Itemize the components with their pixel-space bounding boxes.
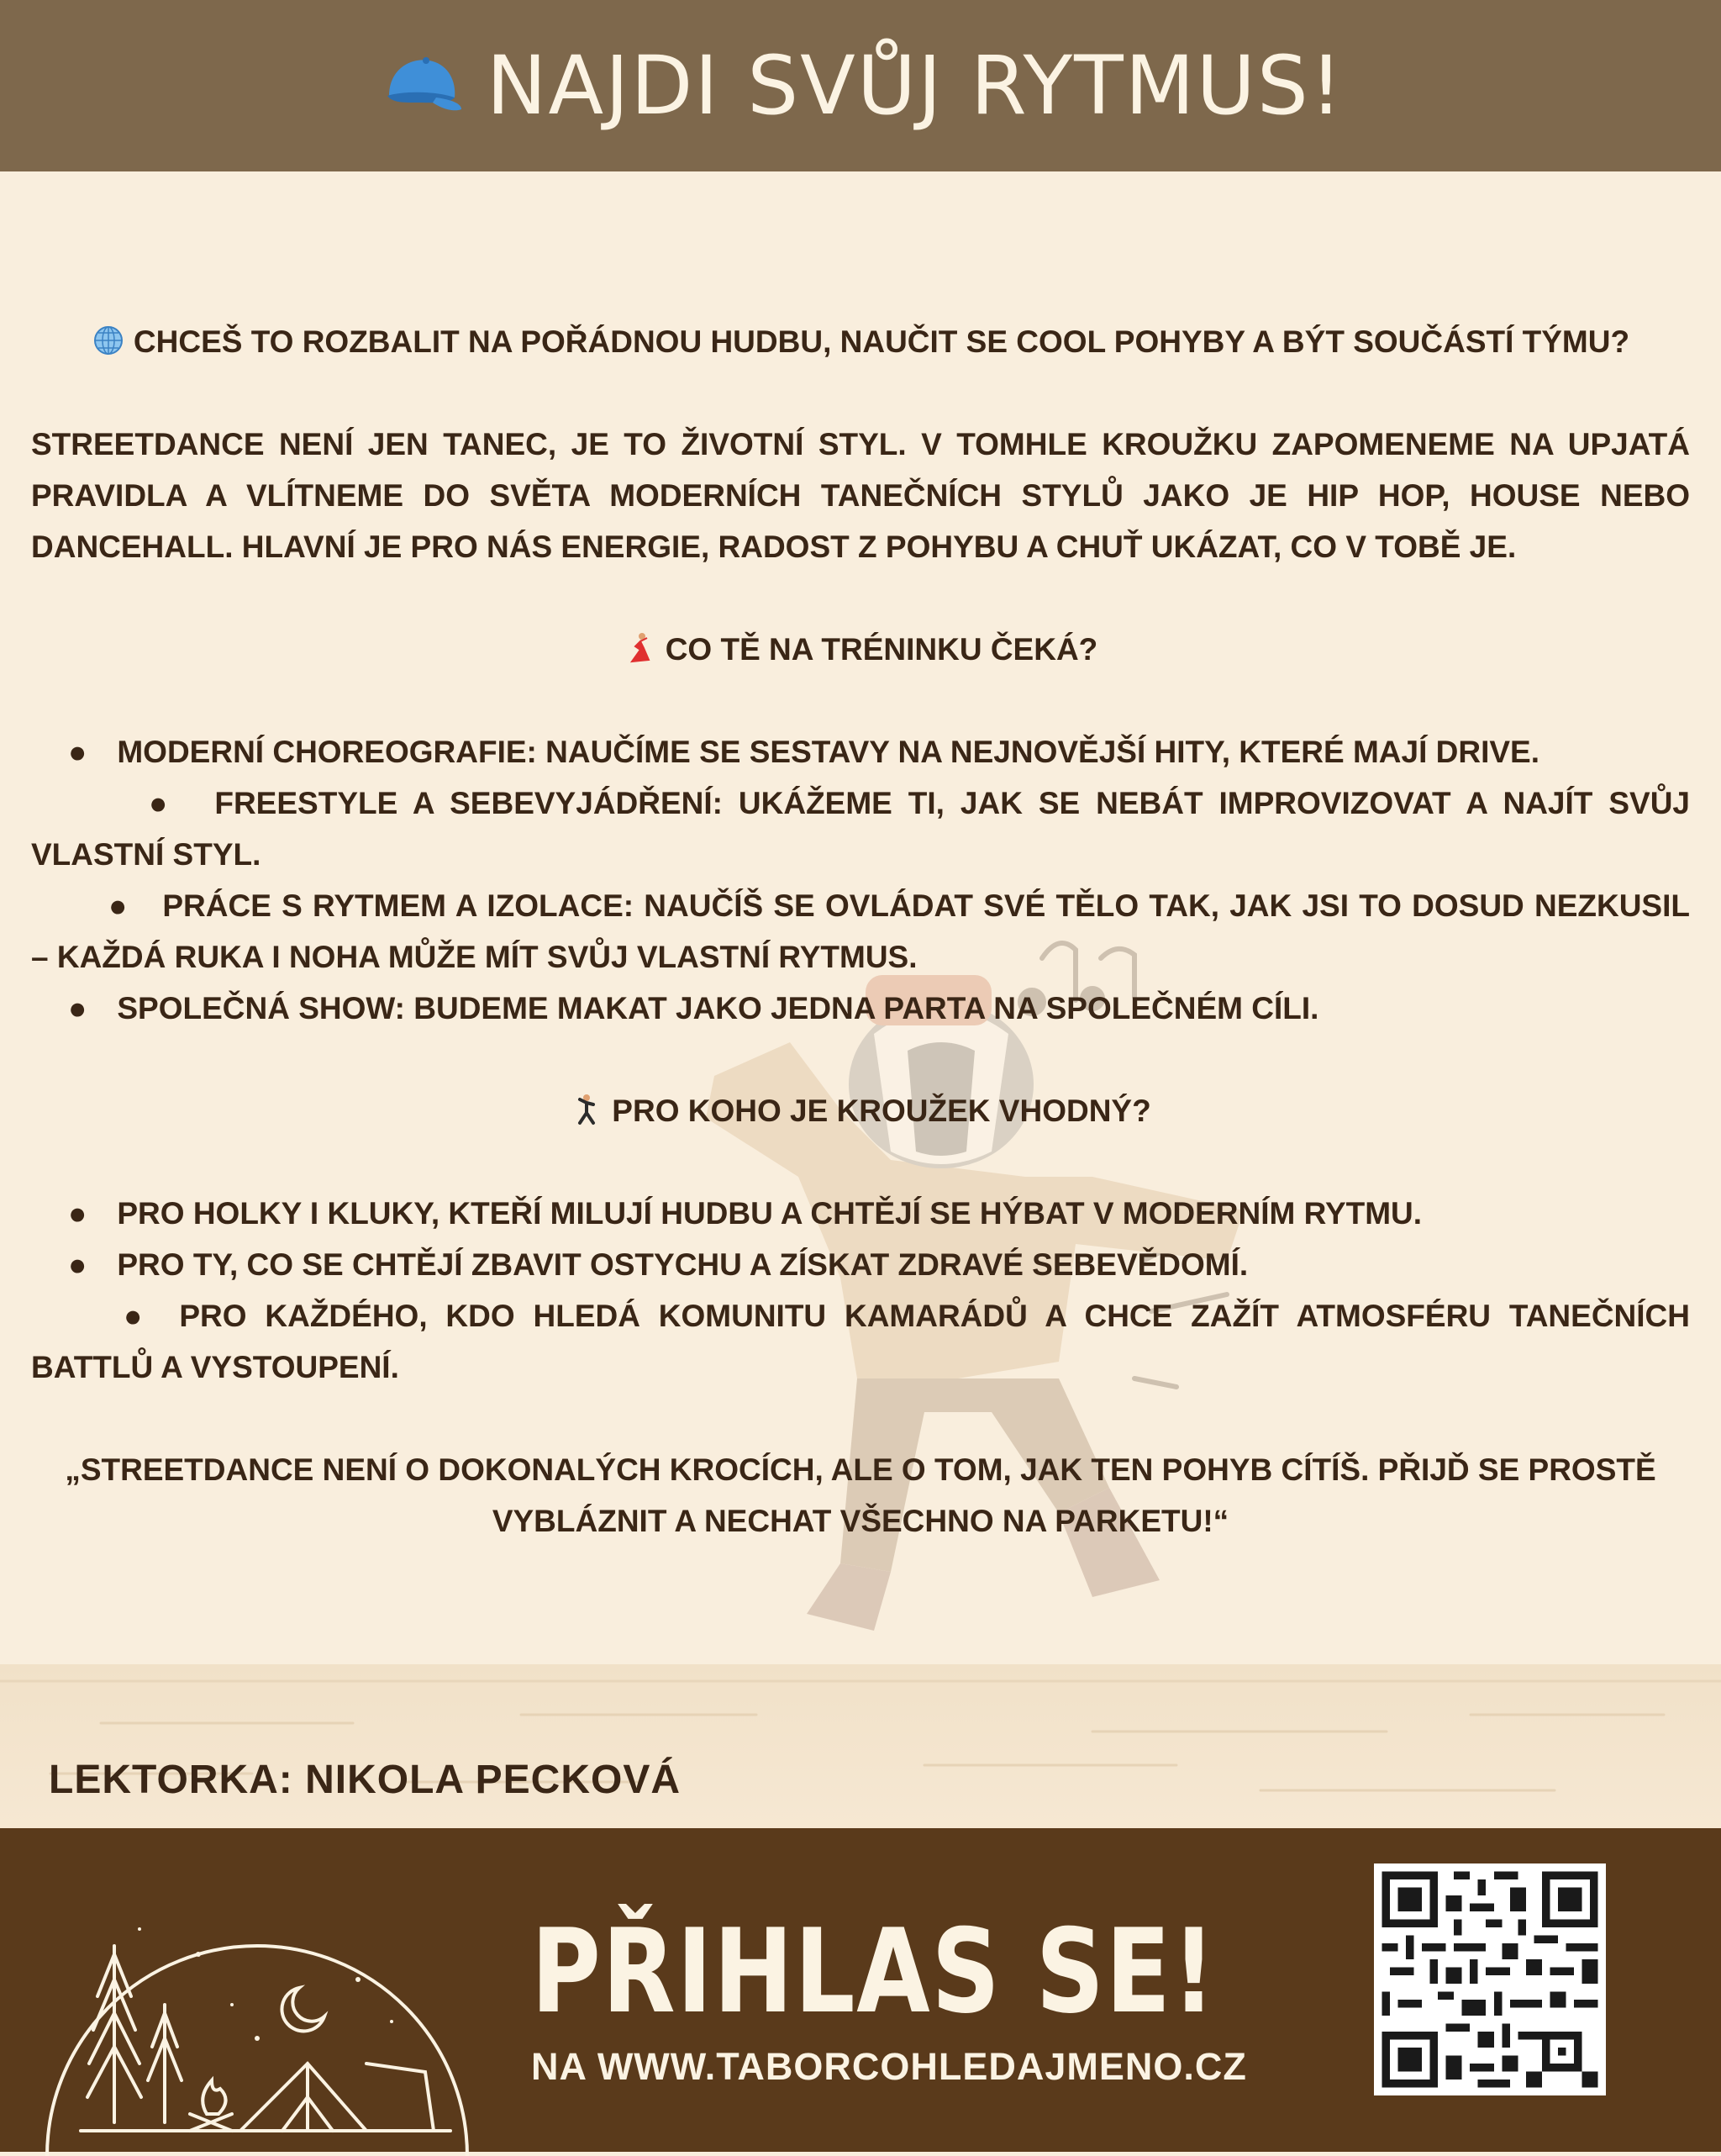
training-heading: CO TĚ NA TRÉNINKU ČEKÁ? bbox=[31, 624, 1690, 675]
list-item: ● PRO HOLKY I KLUKY, KTEŘÍ MILUJÍ HUDBU A CHTĚJÍ SE HÝBAT V MODERNÍM RYTMU. bbox=[68, 1196, 1423, 1231]
header-bar bbox=[0, 0, 1721, 171]
page-title bbox=[377, 39, 1345, 133]
list-item: ● MODERNÍ CHOREOGRAFIE: NAUČÍME SE SESTAVY NA NEJNOVĚJŠÍ HITY, KTERÉ MAJÍ DRIVE. bbox=[68, 735, 1540, 769]
dancer-icon bbox=[624, 631, 657, 665]
camp-logo bbox=[30, 1853, 484, 2156]
globe-icon bbox=[92, 324, 125, 357]
list-item: ● FREESTYLE A SEBEVYJÁDŘENÍ: UKÁŽEME TI, JAK SE NEBÁT IMPROVIZOVAT A NAJÍT SVŮJ VLASTNÍ STYL. bbox=[31, 786, 1690, 872]
list-item: ● PRO KAŽDÉHO, KDO HLEDÁ KOMUNITU KAMARÁDŮ A CHCE ZAŽÍT ATMOSFÉRU TANEČNÍCH BATTLŮ A VYSTOUPENÍ. bbox=[31, 1299, 1690, 1384]
title-text: NAJDI SVŮJ RYTMUS! bbox=[486, 39, 1345, 133]
signup-call-to-action: PŘIHLAS SE! bbox=[531, 1904, 1217, 2039]
list-item: ● SPOLEČNÁ SHOW: BUDEME MAKAT JAKO JEDNA PARTA NA SPOLEČNÉM CÍLI. bbox=[68, 991, 1319, 1025]
lector-name: LEKTORKA: NIKOLA PECKOVÁ bbox=[49, 1758, 682, 1802]
list-item: ● PRÁCE S RYTMEM A IZOLACE: NAUČÍŠ SE OVLÁDAT SVÉ TĚLO TAK, JAK JSI TO DOSUD NEZKUSIL – KAŽDÁ RUKA I NOHA MŮŽE MÍT SVŮJ VLASTNÍ RYTMUS. bbox=[31, 888, 1690, 974]
dancing-man-icon bbox=[570, 1093, 603, 1126]
audience-heading: PRO KOHO JE KROUŽEK VHODNÝ? bbox=[31, 1085, 1690, 1136]
list-item: ● PRO TY, CO SE CHTĚJÍ ZBAVIT OSTYCHU A ZÍSKAT ZDRAVÉ SEBEVĚDOMÍ. bbox=[68, 1247, 1249, 1282]
cap-icon bbox=[377, 52, 465, 119]
intro-description: STREETDANCE NENÍ JEN TANEC, JE TO ŽIVOTNÍ STYL. V TOMHLE KROUŽKU ZAPOMENEME NA UPJATÁ PRAVIDLA A VLÍTNEME DO SVĚTA MODERNÍCH TANEČNÍCH STYLŮ JAKO JE HIP HOP, HOUSE NEBO DANCEHALL. HLAVNÍ JE PRO NÁS ENERGIE, RADOST Z POHYBU A CHUŤ UKÁZAT, CO V TOBĚ JE. bbox=[31, 427, 1690, 564]
footer-bar bbox=[0, 1828, 1721, 2152]
qr-code[interactable] bbox=[1374, 1863, 1606, 2095]
website-url[interactable]: NA WWW.TABORCOHLEDAJMENO.CZ bbox=[531, 2045, 1247, 2088]
intro-question: CHCEŠ TO ROZBALIT NA POŘÁDNOU HUDBU, NAUČIT SE COOL POHYBY A BÝT SOUČÁSTÍ TÝMU? bbox=[31, 316, 1690, 367]
main-content bbox=[31, 316, 1690, 1547]
quote: „STREETDANCE NENÍ O DOKONALÝCH KROCÍCH, ALE O TOM, JAK TEN POHYB CÍTÍŠ. PŘIJĎ SE PROSTĚ VYBLÁZNIT A NECHAT VŠECHNO NA PARKETU!“ bbox=[65, 1452, 1656, 1538]
